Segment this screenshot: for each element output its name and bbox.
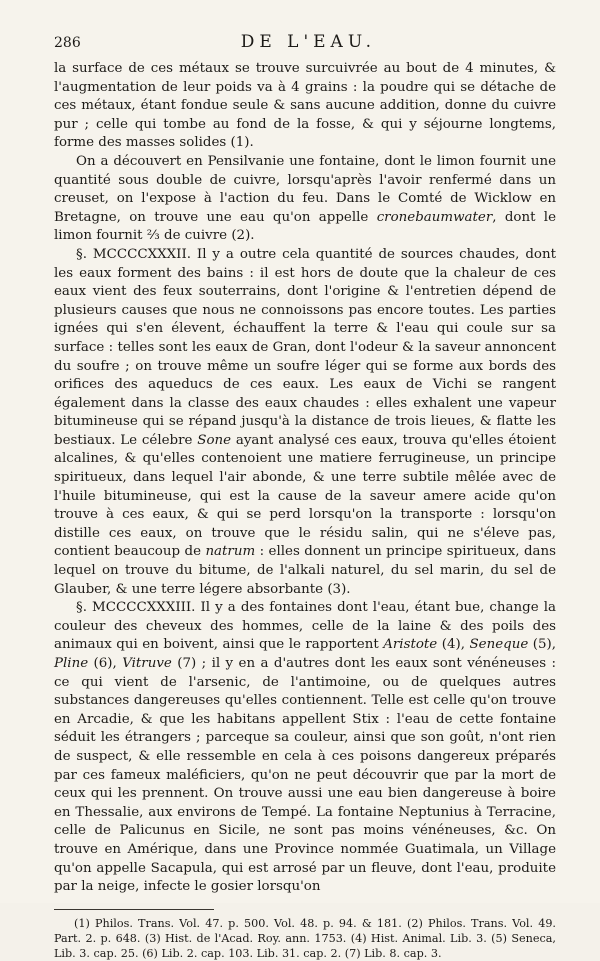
paragraph-p3 bbox=[54, 246, 556, 599]
text-run: On a découvert en Pensilvanie une fontaine, dont le limon fournit une quantité sous double de cuivre, lorsqu'après l'avoir renfermé dans un creuset, on l'expose à l'action du feu. Dans le Comté de Wicklow en Bretagne, on trouve une eau qu'on appelle bbox=[54, 153, 556, 225]
body-text bbox=[54, 60, 556, 897]
footnotes bbox=[54, 916, 556, 961]
paragraph-p1 bbox=[54, 60, 556, 153]
paragraph-p4 bbox=[54, 599, 556, 897]
text-run: (4), bbox=[437, 637, 470, 653]
text-run: ayant analysé ces eaux, trouva qu'elles étoient alcalines, & qu'elles contenoient une matiere ferrugineuse, un principe spiritueux, dans lequel l'air abonde, & une terre subtile mêlée avec de l'huile bitumineuse, qui est la cause de la saveur amere acide qu'on trouve à ces eaux, & qui se perd lorsqu'on la transporte : lorsqu'on distille ces eaux, on trouve que le résidu salin, qui ne s'éleve pas, contient beaucoup de bbox=[54, 432, 556, 560]
text-run: la surface de ces métaux se trouve surcuivrée au bout de 4 minutes, & l'augmentation de leur poids va à 4 grains : la poudre qui se détache de ces métaux, étant fondue seule & sans aucune addition, donne du cuivre pur ; celle qui tombe au fond de la fosse, & qui y séjourne longtems, forme des masses solides (1). bbox=[54, 61, 556, 151]
paragraph-p2 bbox=[54, 153, 556, 246]
text-run: §. MCCCCXXXII. Il y a outre cela quantité de sources chaudes, dont les eaux forment des bains : il est hors de doute que la chaleur de ces eaux vient des feux souterrains, dont l'origine & l'entretien dépend de plusieurs causes que nous ne connoissons pas encore toutes. Les parties ignées qui s'en élevent, échauffent la terre & l'eau qui coule sur sa surface : telles sont les eaux de Gran, dont l'odeur & la saveur annoncent du soufre ; on trouve même un soufre léger qui se forme aux bords des orifices des aqueducs de ces eaux. Les eaux de Vichi se rangent également dans la classe des eaux chaudes : elles exhalent une vapeur bitumineuse qui se répand jusqu'à la distance de trois lieues, & flatte les bestiaux. Le célebre bbox=[54, 246, 556, 448]
italic-term: Aristote bbox=[383, 637, 438, 653]
text-run: (6), bbox=[88, 656, 123, 671]
text-run: (5), bbox=[528, 637, 557, 653]
italic-term: Sone bbox=[197, 432, 232, 448]
italic-term: Seneque bbox=[469, 637, 529, 653]
footnote-text: (1) Philos. Trans. Vol. 47. p. 500. Vol. 48. p. 94. & 181. (2) Philos. Trans. Vol. 49. Part. 2. p. 648. (3) Hist. de l'Acad. Roy. ann. 1753. (4) Hist. Animal. Lib. 3. (5) Seneca, Lib. 3. cap. 25. (6) Lib. 2. cap. 103. Lib. 31. cap. 2. (7) Lib. 8. cap. 3. bbox=[54, 916, 556, 960]
italic-term: natrum bbox=[205, 544, 256, 560]
page-header bbox=[54, 32, 556, 60]
text-run: : elles donnent un principe spiritueux, dans lequel on trouve du bitume, de l'alkali naturel, du sel marin, du sel de Glauber, & une terre légere absorbante (3). bbox=[54, 544, 557, 597]
italic-term: Pline bbox=[54, 656, 89, 671]
italic-term: cronebaumwater bbox=[376, 209, 493, 225]
italic-term: Vitruve bbox=[122, 656, 172, 671]
page-number: 286 bbox=[54, 35, 81, 51]
running-head: DE L'EAU. bbox=[240, 32, 376, 52]
text-run: (7) ; il y en a d'autres dont les eaux sont vénéneuses : ce qui vient de l'arsenic, de l'antimoine, ou de quelques autres substances dangereuses qu'elles contiennent. Telle est celle qu'on trouve en Arcadie, & que les habitans appellent Stix : l'eau de cette fontaine séduit les étrangers ; parceque sa couleur, ainsi que son goût, n'ont rien de suspect, & elle ressemble en cela à ces poisons dangereux préparés par ces fameux maléficiers, qu'on ne peut découvrir que par la mort de ceux qui les prennent. On trouve aussi une eau bien dangereuse à boire en Thessalie, aux environs de Tempé. La fontaine Neptunius à Terracine, celle de Palicunus en Sicile, ne sont pas moins vénéneuses, &c. On trouve en Amérique, dans une Province nommée Guatimala, un Village qu'on appelle Sacapula, qui est arrosé par un fleuve, dont l'eau, produite par la neige, infecte le gosier lorsqu'on bbox=[54, 656, 557, 895]
footnote-rule bbox=[54, 909, 214, 910]
text-run: , dont le limon fournit ⅔ de cuivre (2). bbox=[54, 209, 556, 244]
text-run: §. MCCCCXXXIII. Il y a des fontaines dont l'eau, étant bue, change la couleur des cheveux des hommes, celle de la laine & des poils des animaux qui en boivent, ainsi que le rapportent bbox=[54, 600, 556, 653]
